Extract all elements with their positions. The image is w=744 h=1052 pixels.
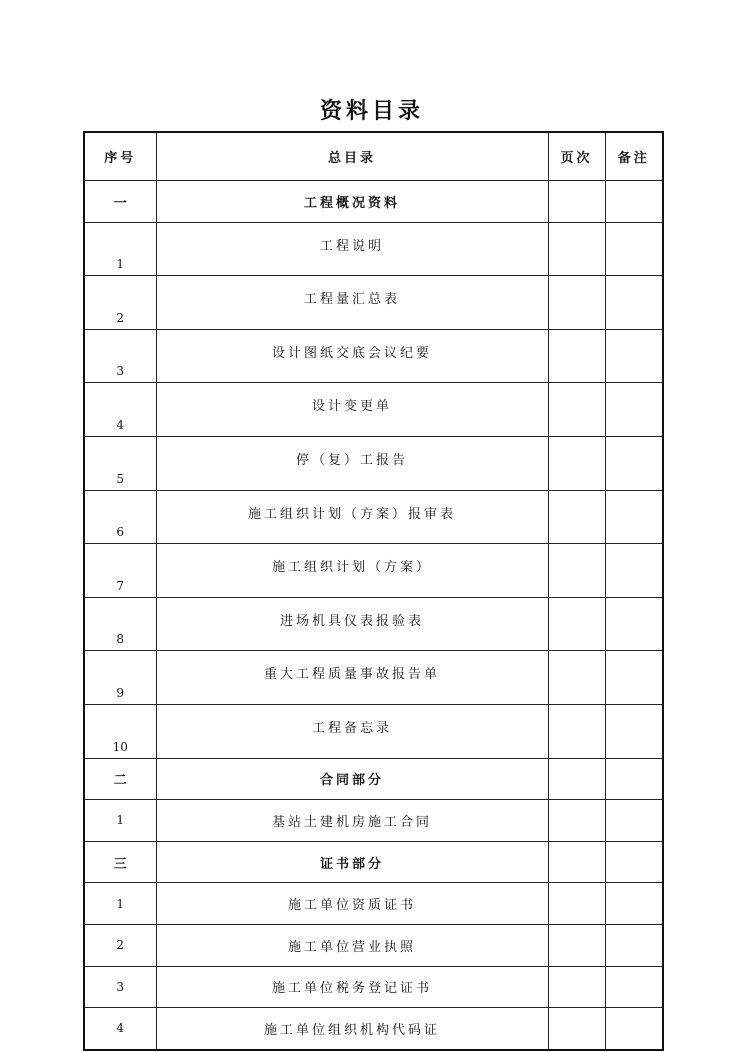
row-title: 工程说明 xyxy=(156,222,548,276)
page-cell xyxy=(548,1008,605,1050)
table-row xyxy=(84,276,663,330)
page-cell xyxy=(548,383,605,437)
row-title: 施工组织计划（方案） xyxy=(156,544,548,598)
header-page: 页次 xyxy=(548,132,605,181)
table-header-row xyxy=(84,132,663,181)
table-row xyxy=(84,966,663,1008)
row-title: 设计变更单 xyxy=(156,383,548,437)
row-title: 基站土建机房施工合同 xyxy=(156,800,548,842)
table-row xyxy=(84,490,663,544)
remark-cell xyxy=(605,1008,663,1050)
row-number: 4 xyxy=(84,383,156,437)
table-row xyxy=(84,329,663,383)
page-cell xyxy=(548,329,605,383)
row-number: 8 xyxy=(84,597,156,651)
row-title: 进场机具仪表报验表 xyxy=(156,597,548,651)
row-title: 工程概况资料 xyxy=(156,181,548,223)
row-number: 9 xyxy=(84,651,156,705)
header-seq: 序号 xyxy=(84,132,156,181)
document-title: 资料目录 xyxy=(319,99,424,124)
remark-cell xyxy=(605,597,663,651)
page-cell xyxy=(548,181,605,223)
row-number: 2 xyxy=(84,924,156,966)
row-title: 施工单位营业执照 xyxy=(156,924,548,966)
page-cell xyxy=(548,758,605,800)
page-cell xyxy=(548,841,605,883)
remark-cell xyxy=(605,651,663,705)
remark-cell xyxy=(605,276,663,330)
remark-cell xyxy=(605,841,663,883)
page-cell xyxy=(548,276,605,330)
row-number: 7 xyxy=(84,544,156,598)
page-cell xyxy=(548,800,605,842)
row-number: 10 xyxy=(84,704,156,758)
remark-cell xyxy=(605,966,663,1008)
row-title: 证书部分 xyxy=(156,841,548,883)
table-row xyxy=(84,704,663,758)
remark-cell xyxy=(605,222,663,276)
table-row xyxy=(84,436,663,490)
table-row xyxy=(84,222,663,276)
table-row xyxy=(84,800,663,842)
table-row xyxy=(84,1008,663,1050)
remark-cell xyxy=(605,883,663,925)
remark-cell xyxy=(605,329,663,383)
row-title: 设计图纸交底会议纪要 xyxy=(156,329,548,383)
remark-cell xyxy=(605,924,663,966)
header-remark: 备注 xyxy=(605,132,663,181)
row-number: 一 xyxy=(84,181,156,223)
row-number: 1 xyxy=(84,222,156,276)
remark-cell xyxy=(605,800,663,842)
row-title: 施工单位税务登记证书 xyxy=(156,966,548,1008)
row-title: 合同部分 xyxy=(156,758,548,800)
row-number: 6 xyxy=(84,490,156,544)
row-number: 1 xyxy=(84,883,156,925)
page-cell xyxy=(548,490,605,544)
page-cell xyxy=(548,436,605,490)
page-cell xyxy=(548,597,605,651)
table-row xyxy=(84,924,663,966)
remark-cell xyxy=(605,383,663,437)
remark-cell xyxy=(605,181,663,223)
section-row xyxy=(84,181,663,223)
remark-cell xyxy=(605,758,663,800)
row-number: 4 xyxy=(84,1008,156,1050)
page-cell xyxy=(548,704,605,758)
row-title: 工程备忘录 xyxy=(156,704,548,758)
row-number: 三 xyxy=(84,841,156,883)
row-number: 5 xyxy=(84,436,156,490)
row-number: 3 xyxy=(84,966,156,1008)
row-number: 3 xyxy=(84,329,156,383)
remark-cell xyxy=(605,704,663,758)
table-row xyxy=(84,383,663,437)
table-row xyxy=(84,883,663,925)
row-title: 停（复）工报告 xyxy=(156,436,548,490)
row-title: 施工单位资质证书 xyxy=(156,883,548,925)
page-cell xyxy=(548,883,605,925)
page-cell xyxy=(548,544,605,598)
page-cell xyxy=(548,966,605,1008)
page-cell xyxy=(548,924,605,966)
section-row xyxy=(84,841,663,883)
row-number: 2 xyxy=(84,276,156,330)
catalog-table xyxy=(83,131,664,1051)
table-row xyxy=(84,544,663,598)
row-number: 二 xyxy=(84,758,156,800)
row-title: 重大工程质量事故报告单 xyxy=(156,651,548,705)
row-number: 1 xyxy=(84,800,156,842)
header-catalog: 总目录 xyxy=(156,132,548,181)
table-row xyxy=(84,597,663,651)
remark-cell xyxy=(605,490,663,544)
section-row xyxy=(84,758,663,800)
page-cell xyxy=(548,651,605,705)
table-row xyxy=(84,651,663,705)
remark-cell xyxy=(605,544,663,598)
row-title: 施工单位组织机构代码证 xyxy=(156,1008,548,1050)
row-title: 施工组织计划（方案）报审表 xyxy=(156,490,548,544)
page-cell xyxy=(548,222,605,276)
row-title: 工程量汇总表 xyxy=(156,276,548,330)
remark-cell xyxy=(605,436,663,490)
